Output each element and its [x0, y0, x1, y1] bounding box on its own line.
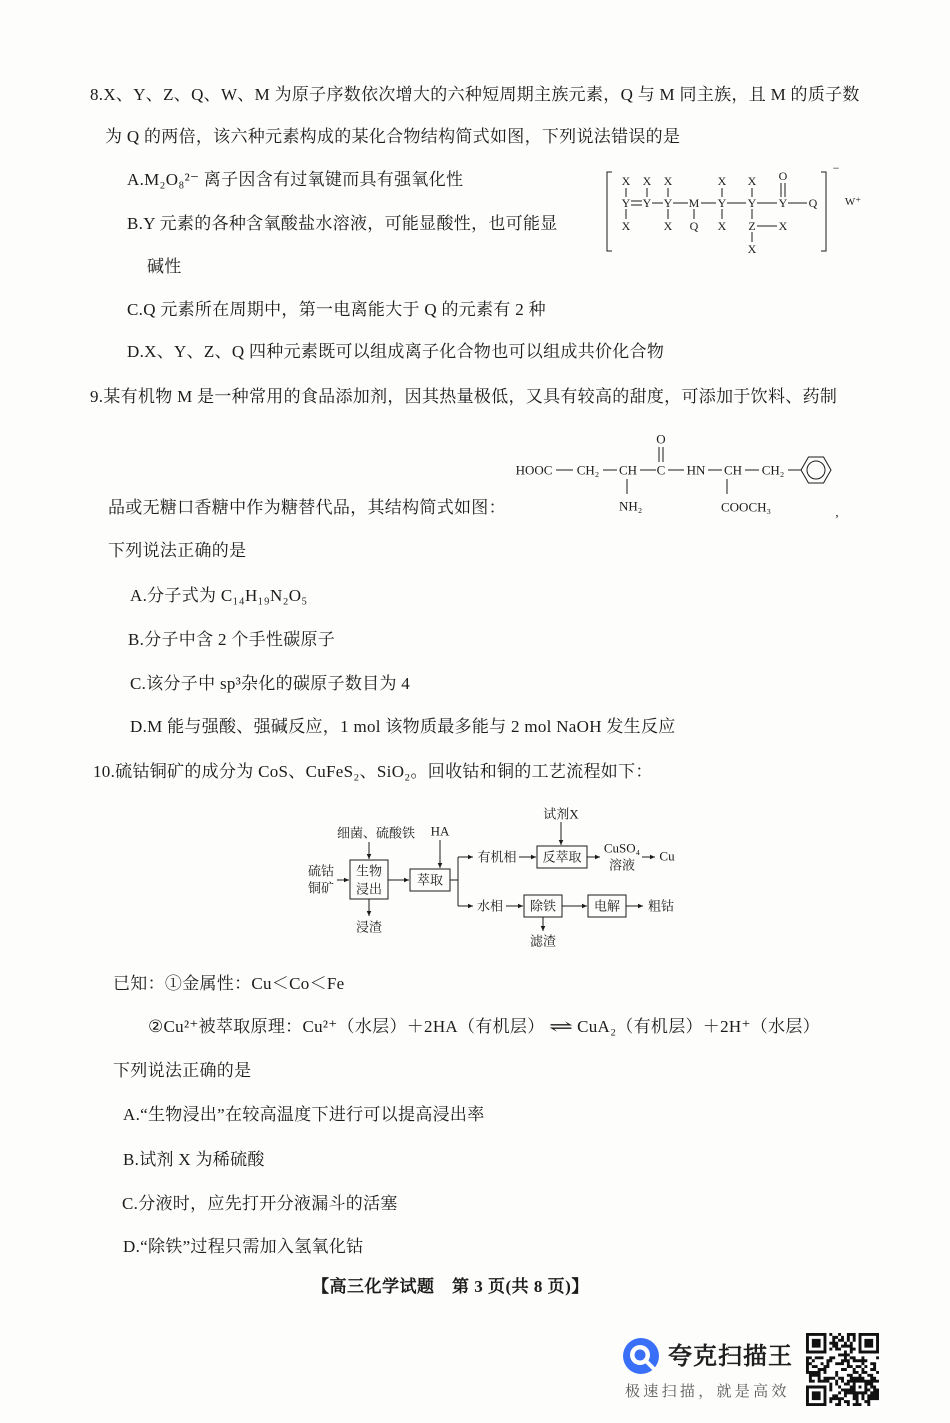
- watermark-slogan: 极速扫描，就是高效: [625, 1382, 790, 1400]
- q8-option-a: A.M₂O₈²⁻ 离子因含有过氧键而具有强氧化性: [127, 170, 464, 189]
- q8-option-b-line-1: B.Y 元素的各种含氧酸盐水溶液，可能显酸性，也可能显: [127, 214, 558, 233]
- group-label: CH₂: [761, 462, 785, 478]
- atom-label: Y: [778, 196, 788, 210]
- q9-stem-line-2: 品或无糖口香糖中作为糖替代品，其结构简式如图：: [108, 498, 506, 517]
- back-extraction-label: 反萃取: [542, 849, 582, 865]
- atom-label: X: [663, 174, 673, 188]
- atom-label: Y: [642, 196, 652, 210]
- qr-code-icon: [806, 1333, 879, 1406]
- q9-prompt: 下列说法正确的是: [108, 541, 247, 560]
- atom-label: X: [621, 219, 631, 233]
- q8-stem-line-1: 8.X、Y、Z、Q、W、M 为原子序数依次增大的六种短周期主族元素，Q 与 M 同主族，且 M 的质子数: [90, 85, 860, 104]
- ha-label: HA: [430, 823, 450, 839]
- right-bracket: [821, 172, 826, 251]
- q8-option-b-line-2: 碱性: [147, 257, 182, 276]
- page-footer: 【高三化学试题 第 3 页(共 8 页)】: [312, 1277, 589, 1296]
- q10-stem: 10.硫钴铜矿的成分为 CoS、CuFeS₂、SiO₂。回收钴和铜的工艺流程如下：: [93, 762, 653, 781]
- q9-option-c: C.该分子中 sp³杂化的碳原子数目为 4: [130, 674, 411, 693]
- atom-label: X: [663, 219, 673, 233]
- q10-known-2: [148, 1016, 820, 1038]
- filter-residue-label: 滤渣: [529, 933, 557, 949]
- q10-known-1: 已知：①金属性：Cu＜Co＜Fe: [113, 974, 345, 993]
- cation-label: W⁺: [844, 196, 862, 208]
- ore-label: 铜矿: [307, 880, 335, 896]
- atom-label: Y: [717, 196, 727, 210]
- atom-label: Q: [689, 219, 699, 233]
- cu-label: Cu: [659, 848, 675, 864]
- atom-label: X: [642, 174, 652, 188]
- atom-label: X: [717, 174, 727, 188]
- q10-process-flow-diagram: [300, 800, 690, 955]
- q9-stem-line-1: 9.某有机物 M 是一种常用的食品添加剂，因其热量极低，又具有较高的甜度，可添加于饮料、药制: [90, 387, 838, 406]
- group-label: O: [656, 431, 666, 447]
- q9-option-d: D.M 能与强酸、强碱反应，1 mol 该物质最多能与 2 mol NaOH 发生反应: [130, 717, 676, 736]
- reagent-x-label: 试剂X: [543, 806, 579, 822]
- atom-label: X: [778, 219, 788, 233]
- trailing-comma: ,: [835, 504, 839, 520]
- atom-label: M: [688, 196, 700, 210]
- solution-label: 溶液: [608, 857, 636, 873]
- atom-label: X: [717, 219, 727, 233]
- q10-known-2-left: ②Cu²⁺被萃取原理：Cu²⁺（水层）＋2HA（有机层）: [148, 1017, 545, 1036]
- watermark-brand: 夸克扫描王: [668, 1342, 793, 1370]
- quark-logo-icon: [622, 1337, 660, 1375]
- atom-label: Y: [621, 196, 631, 210]
- anion-charge: −: [832, 165, 840, 175]
- atom-label: X: [747, 174, 757, 188]
- atom-label: Z: [748, 219, 756, 233]
- ore-label: 硫钴: [307, 863, 335, 879]
- atom-label: O: [778, 169, 788, 183]
- cuso4-label: CuSO₄: [603, 840, 641, 856]
- extraction-label: 萃取: [416, 872, 444, 888]
- organic-phase-label: 有机相: [477, 849, 517, 865]
- leach-residue-label: 浸渣: [355, 919, 383, 935]
- q8-option-d: D.X、Y、Z、Q 四种元素既可以组成离子化合物也可以组成共价化合物: [127, 342, 665, 361]
- q10-prompt: 下列说法正确的是: [113, 1061, 252, 1080]
- bioleach-label: 浸出: [355, 881, 383, 897]
- benzene-aromatic-circle: [807, 461, 825, 479]
- group-label: C: [656, 462, 666, 478]
- group-label: HOOC: [515, 462, 553, 478]
- group-label: HN: [686, 462, 706, 478]
- q8-option-c: C.Q 元素所在周期中，第一电离能大于 Q 的元素有 2 种: [127, 300, 546, 319]
- atom-label: X: [621, 174, 631, 188]
- group-label: NH₂: [619, 498, 643, 514]
- logo-core: [635, 1350, 646, 1361]
- q8-stem-line-2: 为 Q 的两倍，该六种元素构成的某化合物结构简式如图，下列说法错误的是: [105, 127, 681, 146]
- atom-label: Y: [747, 196, 757, 210]
- crude-cobalt-label: 粗钴: [647, 898, 675, 914]
- iron-removal-label: 除铁: [529, 898, 557, 914]
- q10-option-c: C.分液时，应先打开分液漏斗的活塞: [122, 1194, 398, 1213]
- electrolysis-label: 电解: [593, 898, 621, 914]
- equilibrium-arrow: ⇌: [548, 1017, 574, 1036]
- group-label: CH: [618, 462, 638, 478]
- q10-option-a: A.“生物浸出”在较高温度下进行可以提高浸出率: [123, 1105, 485, 1124]
- group-label: CH₂: [576, 462, 600, 478]
- bacteria-label: 细菌、硫酸铁: [336, 825, 416, 841]
- aqueous-phase-label: 水相: [476, 898, 504, 914]
- group-label: CH: [723, 462, 743, 478]
- q9-option-b: B.分子中含 2 个手性碳原子: [128, 630, 336, 649]
- bioleach-label: 生物: [355, 863, 383, 879]
- q10-known-2-right: CuA₂（有机层）＋2H⁺（水层）: [577, 1017, 820, 1036]
- left-bracket: [607, 172, 612, 251]
- q8-structure-diagram: [600, 165, 875, 260]
- q10-option-d: D.“除铁”过程只需加入氢氧化钴: [123, 1237, 364, 1256]
- q9-option-a: A.分子式为 C₁₄H₁₉N₂O₅: [130, 586, 308, 605]
- q9-structure-diagram: [505, 425, 850, 525]
- q10-option-b: B.试剂 X 为稀硫酸: [123, 1150, 265, 1169]
- atom-label: X: [747, 242, 757, 256]
- group-label: COOCH₃: [721, 499, 772, 515]
- atom-label: Q: [808, 196, 818, 210]
- atom-label: Y: [663, 196, 673, 210]
